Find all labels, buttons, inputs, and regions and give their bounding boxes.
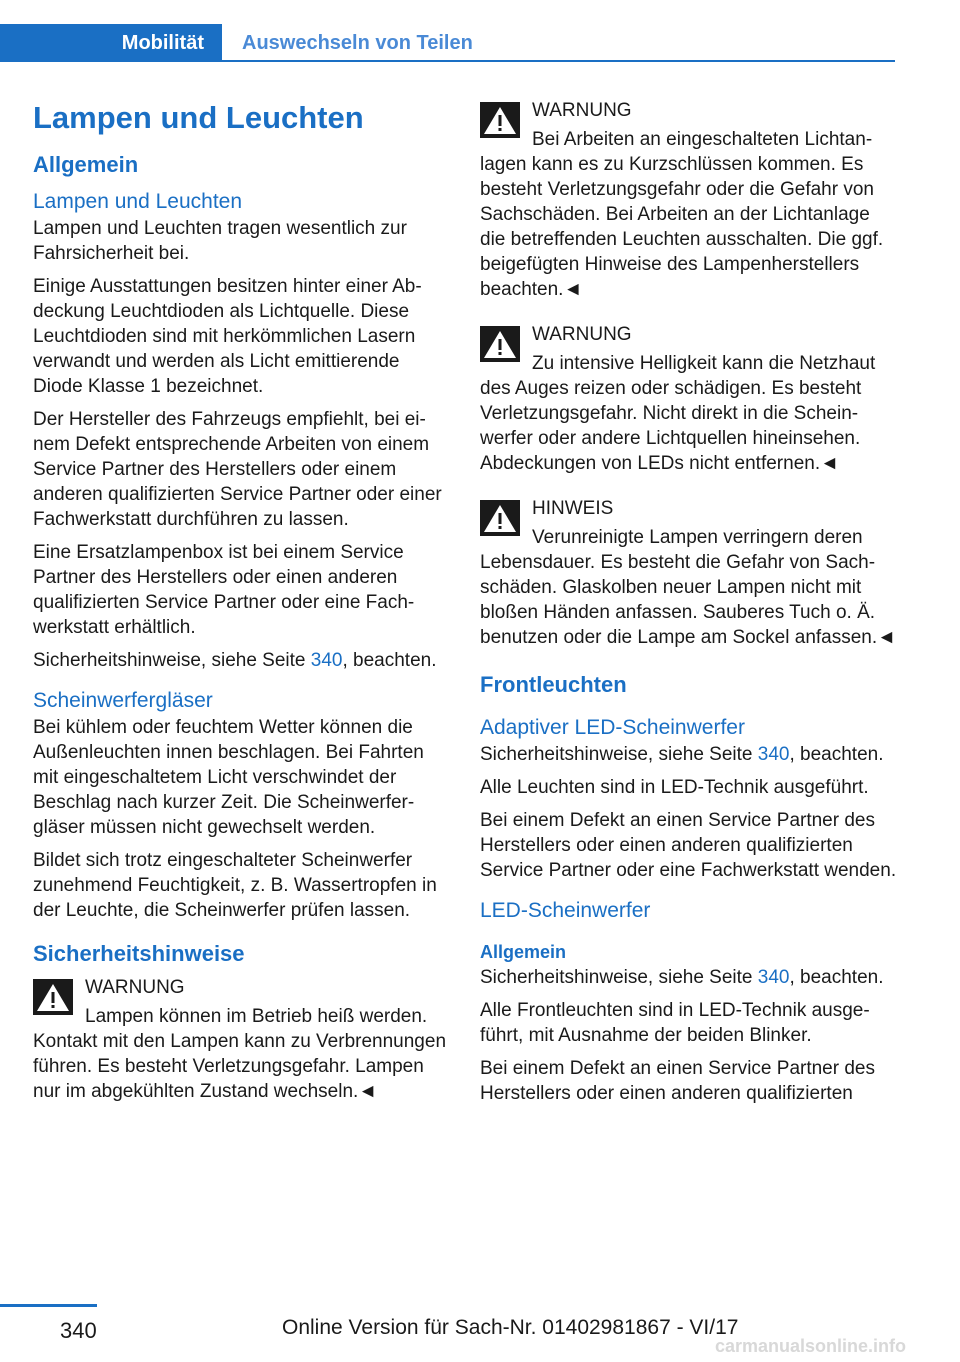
- chapter-tab: Mobilität: [0, 24, 222, 62]
- warning-text: Lampen können im Betrieb heiß werden. Kontakt mit den Lampen kann zu Verbrennungen führen. Es besteht Verletzungsgefahr. Lampen nur im abgekühlten Zustand wechseln.◄: [33, 1006, 447, 1102]
- paragraph: Bei einem Defekt an einen Service Partner des Herstellers oder einen anderen qualifizierten Service Partner oder eine Fachwerkstatt wenden.: [480, 810, 897, 881]
- notice-text: Verunreinigte Lampen verringern deren Lebensdauer. Es besteht die Gefahr von Sachschäden. Glaskolben neuer Lampen nicht mit bloßen Händen anfassen. Sauberes Tuch o. Ä. benutzen oder die Lampe am Sockel anfassen.◄: [480, 527, 896, 648]
- warning-block: [480, 322, 898, 476]
- paragraph-reference: [480, 965, 898, 990]
- subheading-adaptiver-led: Adaptiver LED-Scheinwerfer: [480, 716, 745, 739]
- paragraph: Einige Ausstattungen besitzen hinter einer Abdeckung Leuchtdioden als Lichtquelle. Diese Leuchtdioden sind mit herkömmlichen Lasern verwandt und werden als Licht emittierende Diode Klasse 1 bezeichnet.: [33, 276, 422, 397]
- page-link[interactable]: 340: [757, 967, 790, 988]
- paragraph: Eine Ersatzlampenbox ist bei einem Service Partner des Herstellers oder einen anderen qualifizierten Service Partner oder eine Fachwerkstatt erhältlich.: [33, 542, 415, 638]
- subheading-allgemein: Allgemein: [480, 942, 567, 962]
- heading-allgemein: Allgemein: [33, 152, 139, 177]
- warning-block: [480, 98, 898, 302]
- header-divider: [222, 60, 895, 62]
- page-link[interactable]: 340: [310, 650, 343, 671]
- warning-title: WARNUNG: [85, 977, 185, 998]
- paragraph: Bildet sich trotz eingeschalteter Scheinwerfer zunehmend Feuchtigkeit, z. B. Wassertropfen in der Leuchte, die Scheinwerfer prüfen lassen.: [33, 850, 437, 921]
- notice-title: HINWEIS: [532, 498, 614, 519]
- right-column: [480, 98, 898, 1114]
- section-tab: Auswechseln von Teilen: [242, 31, 473, 54]
- page-link[interactable]: 340: [757, 744, 790, 765]
- paragraph-reference: [480, 742, 898, 767]
- watermark: carmanualsonline.info: [715, 1336, 907, 1356]
- heading-frontleuchten: Frontleuchten: [480, 672, 627, 697]
- left-column: [33, 98, 451, 1124]
- page-header: [0, 0, 895, 62]
- warning-triangle-icon: [480, 326, 520, 362]
- warning-title: WARNUNG: [532, 324, 632, 345]
- reference-text: , beachten.: [789, 744, 884, 765]
- paragraph: Alle Leuchten sind in LED-Technik ausgeführt.: [480, 777, 869, 798]
- warning-title: WARNUNG: [532, 100, 632, 121]
- reference-text: , beachten.: [342, 650, 437, 671]
- page-number: 340: [60, 1318, 97, 1343]
- paragraph: Lampen und Leuchten tragen wesentlich zur Fahrsicherheit bei.: [33, 218, 407, 264]
- warning-text: Zu intensive Helligkeit kann die Netzhaut des Auges reizen oder schädigen. Es besteht Verletzungsgefahr. Nicht direkt in die Scheinwerfer oder andere Lichtquellen hineinsehen. Abdeckungen von LEDs nicht entfernen.◄: [480, 353, 876, 474]
- reference-text: Sicherheitshinweise, siehe Seite: [480, 967, 758, 988]
- page-title: Lampen und Leuchten: [33, 100, 364, 135]
- reference-text: Sicherheitshinweise, siehe Seite: [480, 744, 758, 765]
- footer-divider: [0, 1304, 97, 1307]
- reference-text: Sicherheitshinweise, siehe Seite: [33, 650, 311, 671]
- online-version-text: Online Version für Sach-Nr. 01402981867 - VI/17: [282, 1316, 739, 1339]
- reference-text: , beachten.: [789, 967, 884, 988]
- subheading-lampen: Lampen und Leuchten: [33, 190, 243, 213]
- subheading-scheinwerferglaeser: Scheinwerfergläser: [33, 689, 213, 712]
- paragraph-reference: [33, 648, 451, 673]
- notice-block: [480, 496, 898, 650]
- paragraph: Der Hersteller des Fahrzeugs empfiehlt, bei einem Defekt entsprechende Arbeiten von einem Service Partner des Herstellers oder einem anderen qualifizierten Service Partner oder einer Fachwerkstatt durchführen zu lassen.: [33, 409, 442, 530]
- warning-triangle-icon: [480, 102, 520, 138]
- heading-sicherheitshinweise: Sicherheitshinweise: [33, 941, 245, 966]
- warning-block: [33, 975, 451, 1104]
- notice-triangle-icon: [480, 500, 520, 536]
- paragraph: Bei einem Defekt an einen Service Partner des Herstellers oder einen anderen qualifizierten: [480, 1058, 875, 1104]
- warning-triangle-icon: [33, 979, 73, 1015]
- paragraph: Bei kühlem oder feuchtem Wetter können die Außenleuchten innen beschlagen. Bei Fahrten mit eingeschaltetem Licht verschwindet der Beschlag nach kurzer Zeit. Die Scheinwerfergläser müssen nicht gewechselt werden.: [33, 717, 424, 838]
- paragraph: Alle Frontleuchten sind in LED-Technik ausgeführt, mit Ausnahme der beiden Blinker.: [480, 1000, 870, 1046]
- subheading-led-scheinwerfer: LED-Scheinwerfer: [480, 899, 651, 922]
- warning-text: Bei Arbeiten an eingeschalteten Lichtanlagen kann es zu Kurzschlüssen kommen. Es besteht Verletzungsgefahr oder die Gefahr von Sachschäden. Bei Arbeiten an der Lichtanlage die betreffenden Leuchten ausschalten. Die ggf. beigefügten Hinweise des Lampenherstellers beachten.◄: [480, 129, 884, 300]
